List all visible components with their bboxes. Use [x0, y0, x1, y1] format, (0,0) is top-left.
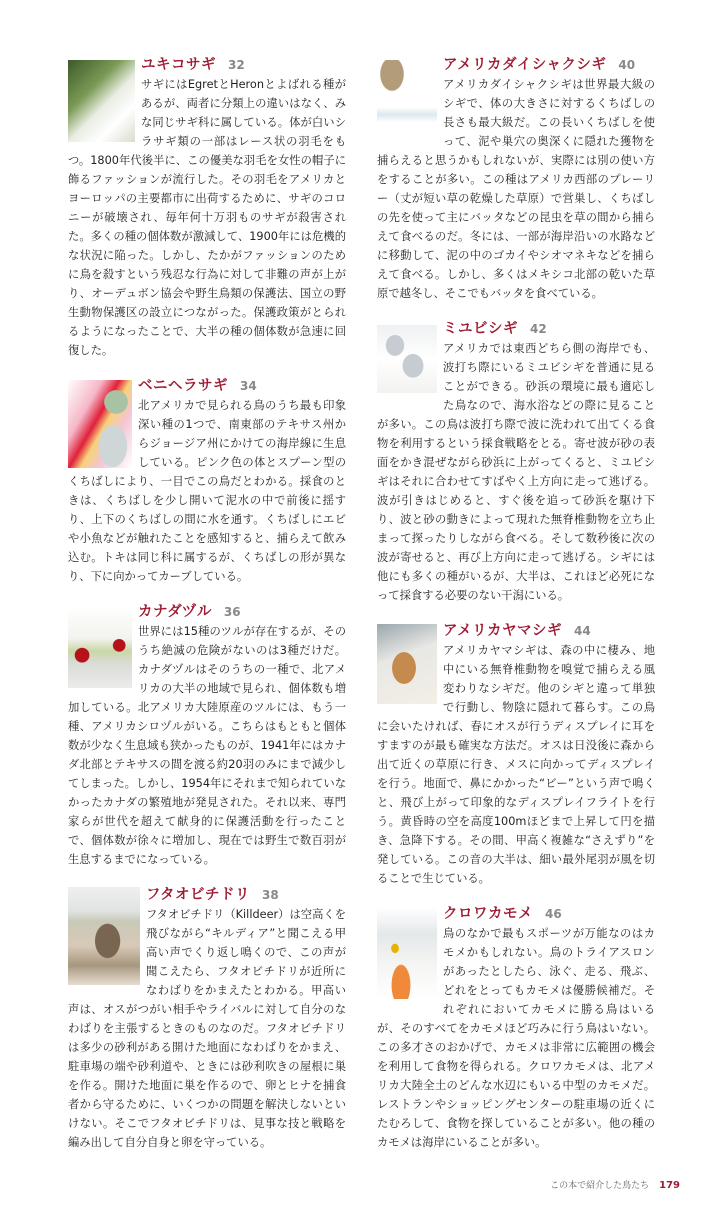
entry-snowy-egret	[68, 55, 346, 360]
page-ref: 46	[545, 907, 562, 921]
footer-section-title: この本で紹介した鳥たち	[550, 1181, 650, 1191]
sandhill-crane-illustration	[68, 606, 132, 688]
entry-text: アメリカヤマシギは、森の中に棲み、地中にいる無脊椎動物を嗅覚で捕らえる風変わりなシギだ。他のシギと違って単独で行動し、物陰に隠れて暮らす。この鳥に会いたければ、春にオスが行うディスプレイに耳をすますのが最も確実な方法だ。オスは日没後に森から出て近くの草原に行き、メスに向かってディスプレイを行う。地面で、鼻にかかった“ビー”という声で鳴くと、飛び上がって印象的なディスプレイフライトを行う。黄昏時の空を高度100mほどまで上昇して円を描き、急降下する。その間、甲高く複雑な“さえずり”を発している。この音の大半は、細い最外尾羽が風を切ることで生じている。	[377, 644, 655, 885]
entry-title: ミユビシギ 42	[443, 321, 547, 337]
entry-sanderling	[377, 319, 655, 605]
entry-title: ベニヘラサギ 34	[138, 378, 257, 394]
ring-billed-gull-illustration	[377, 907, 437, 999]
entry-american-woodcock	[377, 621, 655, 888]
entry-title: ユキコサギ 32	[141, 57, 245, 73]
page-ref: 44	[573, 624, 591, 638]
entry-text: アメリカダイシャクシギは世界最大級のシギで、体の大きさに対するくちばしの長さも最大級だ。この長いくちばしを使って、泥や巣穴の奥深くに隠れた獲物を捕らえると思うかもしれないが、実際には別の使い方をすることが多い。この種はアメリカ西部のプレーリー（丈が短い草の乾燥した草原）で営巣し、くちばしの先を使って主にバッタなどの昆虫を草の間から捕らえて食べるのだ。冬には、一部が海岸沿いの水路などに移動して、泥の中のゴカイやシオマネキなどを捕らえて食べる。しかし、多くはメキシコ北部の乾いた草原で越冬し、そこでもバッタを食べている。	[377, 78, 655, 300]
snowy-egret-illustration	[68, 60, 135, 142]
entry-roseate-spoonbill	[68, 376, 346, 586]
page-number: 179	[659, 1180, 680, 1191]
killdeer-illustration	[68, 887, 140, 985]
entry-title: クロワカモメ 46	[443, 906, 562, 922]
left-column	[68, 55, 346, 1168]
entry-title: アメリカダイシャクシギ 40	[443, 57, 636, 73]
entry-text: アメリカでは東西どちら側の海岸でも、波打ち際にいるミユビシギを普通に見ることができる。砂浜の環境に最も適応した鳥なので、海水浴などの際に見ることが多い。この鳥は波打ち際で波に洗われて出てくる食物を利用するという採食戦略をとる。寄せ波が砂の表面をかき混ぜながら砂浜に上がってくると、ミユビシギはそれに合わせてすばやく上方向に走って逃げる。波が引きはじめると、すぐ後を追って砂浜を駆け下り、波と砂の動きによって現れた無脊椎動物を立ち止まって探ったりしながら食べる。そして数秒後に次の波が寄せると、再び上方向に走って逃げる。シギには他にも多くの種がいるが、大半は、これほど必死になって採食する必要のない干潟にいる。	[377, 342, 655, 602]
entry-sandhill-crane	[68, 602, 346, 869]
columns	[68, 55, 716, 1168]
entry-long-billed-curlew	[377, 55, 655, 303]
page-ref: 38	[261, 888, 279, 902]
page-ref: 34	[240, 379, 257, 393]
right-column	[377, 55, 655, 1168]
page-ref: 42	[530, 322, 547, 336]
entry-title: アメリカヤマシギ 44	[443, 623, 591, 639]
entry-killdeer	[68, 885, 346, 1152]
roseate-spoonbill-illustration	[68, 380, 132, 468]
entry-title: フタオビチドリ 38	[146, 887, 279, 903]
page-ref: 40	[618, 58, 636, 72]
entry-title: カナダヅル 36	[138, 604, 241, 620]
entry-text: 鳥のなかで最もスポーツが万能なのはカモメかもしれない。鳥のトライアスロンがあったとしたら、泳ぐ、走る、飛ぶ、どれをとってもカモメは優勝候補だ。それぞれにおいてカモメに勝る鳥はいるが、そのすべてをカモメほど巧みに行う鳥はいない。この多才さのおかげで、カモメは非常に広範囲の機会を利用して食物を得られる。クロワカモメは、北アメリカ大陸全土のどんな水辺にもいる中型のカモメだ。レストランやショッピングセンターの駐車場の近くにたむろして、食物を探していることが多い。他の種のカモメは海岸にいることが多い。	[377, 927, 655, 1149]
entry-text: 北アメリカで見られる鳥のうち最も印象深い種の1つで、南東部のテキサス州からジョージア州にかけての海岸線に生息している。ピンク色の体とスプーン型のくちばしにより、一目でこの鳥だとわかる。採食のときは、くちばしを少し開いて泥水の中で前後に揺すり、上下のくちばしの間に水を通す。くちばしにエビや小魚などが触れたことを感知すると、捕らえて飲み込む。トキは同じ科に属するが、くちばしの形が異なり、下に向かってカーブしている。	[68, 399, 346, 583]
entry-text: フタオビチドリ（Killdeer）は空高くを飛びながら“キルディア”と聞こえる甲高い声でくり返し鳴くので、この声が聞こえたら、フタオビチドリが近所になわばりをかまえたとわかる。甲高い声は、オスがつがい相手やライバルに対して自分のなわばりを主張するときのものなのだ。フタオビチドリは多少の砂利がある開けた地面になわばりをかまえ、駐車場の端や砂利道や、ときには砂利吹きの屋根に巣を作る。開けた地面に巣を作るので、卵とヒナを捕食者から守るために、いくつかの問題を解決しないといけない。そこでフタオビチドリは、見事な技と戦略を編み出して自分自身と卵を守っている。	[68, 908, 346, 1149]
entry-ring-billed-gull	[377, 904, 655, 1152]
sanderling-illustration	[377, 325, 437, 393]
page-footer	[68, 1168, 716, 1221]
entry-text: サギにはEgretとHeronとよばれる種があるが、両者に分類上の違いはなく、みな同じサギ科に属している。体が白いシラサギ類の一部はレース状の羽毛をもつ。1800年代後半に、この優美な羽毛を女性の帽子に飾るファッションが流行した。その羽毛をアメリカとヨーロッパの主要都市に出荷するために、サギのコロニーが破壊され、毎年何十万羽ものサギが殺害された。多くの種の個体数が激減して、1900年には危機的な状況に陥った。しかし、たかがファッションのために鳥を殺すという残忍な行為に対して非難の声が上がり、オーデュボン協会や野生鳥類の保護法、国立の野生動物保護区の設立につながった。保護政策がとられるようになったことで、大半の種の個体数が急速に回復した。	[68, 78, 346, 357]
page-ref: 32	[228, 58, 245, 72]
entry-text: 世界には15種のツルが存在するが、そのうち絶滅の危険がないのは3種だけだ。カナダヅルはそのうちの一種で、北アメリカの大半の地域で見られ、個体数も増加している。北アメリカ大陸原産のツルには、もう一種、アメリカシロヅルがいる。こちらはもともと個体数が少なく生息域も狭かったものが、1941年にはカナダ北部とテキサスの間を渡る約20羽のみにまで減少してしまった。しかし、1954年にそれまで知られていなかったカナダの繁殖地が発見された。それ以来、専門家らが世代を超えて献身的に保護活動を行ったことで、個体数が徐々に増加し、現在では野生で数百羽が生息するまでになっている。	[68, 625, 346, 866]
page-ref: 36	[223, 605, 241, 619]
american-woodcock-illustration	[377, 624, 437, 704]
long-billed-curlew-illustration	[377, 60, 437, 138]
